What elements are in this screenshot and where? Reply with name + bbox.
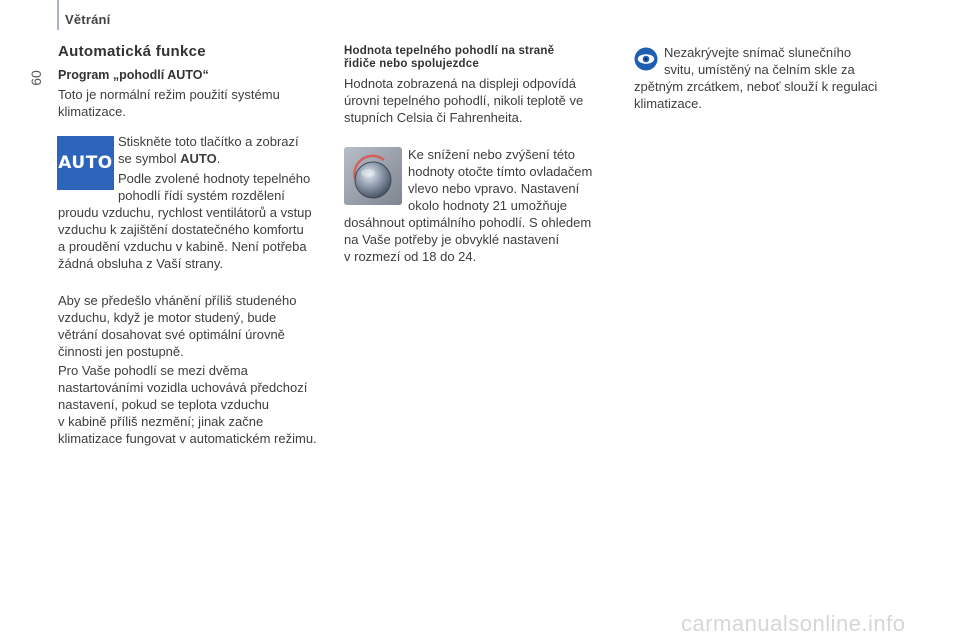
auto-button-icon: AUTO	[57, 136, 114, 190]
intro-paragraph: Toto je normální režim použití systému klimatizace.	[58, 87, 280, 119]
section-title: Větrání	[65, 12, 111, 27]
sensor-note: Nezakrývejte snímač slunečního svitu, umístěný na čelním skle za zpětným zrcátkem, neboť slouží k regulaci klimatizace.	[634, 45, 878, 111]
display-value-paragraph: Hodnota zobrazená na displeji odpovídá úrovni tepelného pohodlí, nikoli teplotě ve stupních Celsia či Fahrenheita.	[344, 76, 584, 125]
page-number: 60	[28, 70, 44, 86]
sidebar-line	[57, 0, 59, 30]
heading-comfort-value: Hodnota tepelného pohodlí na straně řidiče nebo spolujezdce	[344, 45, 555, 70]
press-instruction: Stiskněte toto tlačítko a zobrazí se symbol AUTO.	[118, 134, 299, 166]
watermark: carmanualsonline.info	[681, 611, 906, 636]
knob-paragraph: Ke snížení nebo zvýšení této hodnoty otočte tímto ovladačem vlevo nebo vpravo. Nastavení okolo hodnoty 21 umožňuje dosáhnout optimálního pohodlí. S ohledem na Vaše potřeby je obvyklé nastavení v rozmezí od 18 do 24.	[344, 147, 593, 264]
heading-automatic-function: Automatická funkce	[58, 43, 206, 60]
memory-paragraph: Pro Vaše pohodlí se mezi dvěma nastartováními vozidla uchovává předchozí nastavení, pokud se teplota vzduchu v kabině příliš nezmění; jinak začne klimatizace fungovat v automatickém režimu.	[58, 363, 317, 446]
cold-engine-paragraph: Aby se předešlo vhánění příliš studeného vzduchu, když je motor studený, bude větrání dosahovat své optimální úrovně činnosti jen postupně.	[58, 293, 297, 359]
subheading-auto-program: Program „pohodlí AUTO“	[58, 68, 209, 82]
comfort-paragraph: Podle zvolené hodnoty tepelného pohodlí řídí systém rozdělení proudu vzduchu, rychlost ventilátorů a vstup vzduchu k zajištění dostatečného komfortu a proudění vzduchu v kabině. Není potřeba žádná obsluha z Vaší strany.	[58, 171, 312, 271]
